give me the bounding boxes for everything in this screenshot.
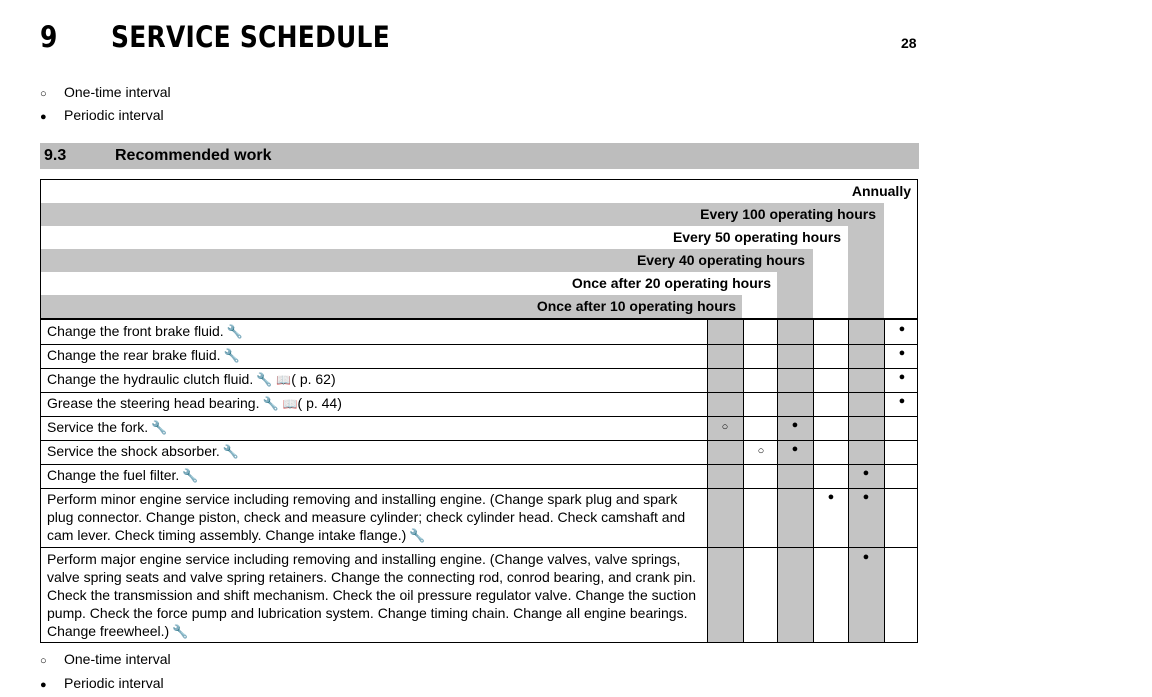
periodic-label: Periodic interval — [64, 675, 164, 691]
column-divider — [813, 319, 814, 642]
mark-once-20h: ○ — [757, 445, 765, 457]
task-minor-engine-service — [47, 490, 702, 545]
wrench-icon: 🔧 — [262, 396, 279, 411]
task-shock-absorber — [47, 442, 702, 461]
interval-header-40h: Every 40 operating hours — [636, 252, 805, 268]
interval-header-10h: Once after 10 operating hours — [536, 298, 736, 314]
mark-once-10h: ○ — [721, 421, 729, 433]
wrench-icon: 🔧 — [409, 528, 426, 543]
manual-reference-icon: 📖 — [276, 373, 292, 387]
page-reference-link[interactable]: ( p. 44) — [297, 395, 342, 411]
interval-header-100h: Every 100 operating hours — [700, 206, 876, 222]
task-label: Change the rear brake fluid. — [47, 347, 221, 363]
task-label: Change the front brake fluid. — [47, 323, 224, 339]
wrench-icon: 🔧 — [226, 324, 243, 339]
interval-header-20h: Once after 20 operating hours — [571, 275, 771, 291]
mark-annually: ● — [898, 323, 906, 335]
row-divider — [40, 464, 918, 465]
mark-every-40h: ● — [791, 443, 799, 455]
task-steering-head-bearing — [47, 394, 702, 413]
page-reference-link[interactable]: ( p. 62) — [291, 371, 336, 387]
task-label: Change the hydraulic clutch fluid. — [47, 371, 254, 387]
mark-every-100h: ● — [862, 467, 870, 479]
page-number: 28 — [901, 35, 917, 51]
legend-periodic — [40, 107, 164, 123]
legend-one-time-bottom — [40, 651, 171, 667]
task-label: Perform minor engine service including removing and installing engine. (Change spark plug and spark plug connector. Change piston, check and measure cylinder; check cylinder head. Check camshaft and cam lever. Check timing assembly. Change intake flange.) — [47, 491, 686, 543]
row-divider — [40, 368, 918, 369]
interval-header-annually: Annually — [851, 183, 911, 199]
mark-every-50h: ● — [827, 491, 835, 503]
mark-annually: ● — [898, 395, 906, 407]
periodic-symbol: ● — [40, 111, 47, 123]
task-label: Change the fuel filter. — [47, 467, 180, 483]
one-time-symbol: ○ — [40, 88, 47, 100]
task-label: Grease the steering head bearing. — [47, 395, 260, 411]
mark-every-100h: ● — [862, 491, 870, 503]
row-divider — [40, 547, 918, 548]
mark-annually: ● — [898, 371, 906, 383]
shade-column-100h — [848, 203, 884, 642]
row-divider — [40, 440, 918, 441]
row-divider — [40, 416, 918, 417]
mark-every-40h: ● — [791, 419, 799, 431]
chapter-title: SERVICE SCHEDULE — [111, 20, 391, 54]
task-service-fork — [47, 418, 702, 437]
header-divider — [40, 318, 918, 320]
task-label: Perform major engine service including removing and installing engine. (Change valves, valve springs, valve spring seats and valve spring retainers. Change the connecting rod, conrod bearing, and crank pin. Check the transmission and shift mechanism. Check the oil pressure regulator valve. Change the suction pump. Check the force pump and lubrication system. Change timing chain. Change all engine bearings. Change freewheel.) — [47, 551, 697, 639]
task-fuel-filter — [47, 466, 702, 485]
one-time-label: One-time interval — [64, 651, 171, 667]
wrench-icon: 🔧 — [222, 444, 239, 459]
task-label: Service the shock absorber. — [47, 443, 220, 459]
chapter-number: 9 — [40, 20, 58, 54]
task-rear-brake-fluid — [47, 346, 702, 365]
row-divider — [40, 392, 918, 393]
task-front-brake-fluid — [47, 322, 702, 341]
row-divider — [40, 488, 918, 489]
manual-reference-icon: 📖 — [282, 397, 298, 411]
column-divider — [707, 319, 708, 642]
column-divider — [743, 319, 744, 642]
wrench-icon: 🔧 — [256, 372, 273, 387]
column-divider — [777, 319, 778, 642]
mark-every-100h: ● — [862, 551, 870, 563]
section-title: Recommended work — [115, 147, 272, 164]
wrench-icon: 🔧 — [182, 468, 199, 483]
shade-column-10h — [707, 318, 743, 642]
interval-header-50h: Every 50 operating hours — [672, 229, 841, 245]
column-divider — [848, 319, 849, 642]
wrench-icon: 🔧 — [223, 348, 240, 363]
wrench-icon: 🔧 — [151, 420, 168, 435]
section-header — [40, 143, 919, 169]
row-divider — [40, 344, 918, 345]
legend-periodic-bottom — [40, 675, 164, 691]
mark-annually: ● — [898, 347, 906, 359]
task-label: Service the fork. — [47, 419, 149, 435]
task-major-engine-service — [47, 550, 702, 641]
periodic-symbol: ● — [40, 679, 47, 691]
task-hydraulic-clutch-fluid — [47, 370, 702, 389]
one-time-label: One-time interval — [64, 84, 171, 100]
one-time-symbol: ○ — [40, 655, 47, 667]
legend-one-time — [40, 84, 171, 100]
wrench-icon: 🔧 — [172, 624, 189, 639]
periodic-label: Periodic interval — [64, 107, 164, 123]
section-number: 9.3 — [44, 147, 67, 164]
column-divider — [884, 319, 885, 642]
